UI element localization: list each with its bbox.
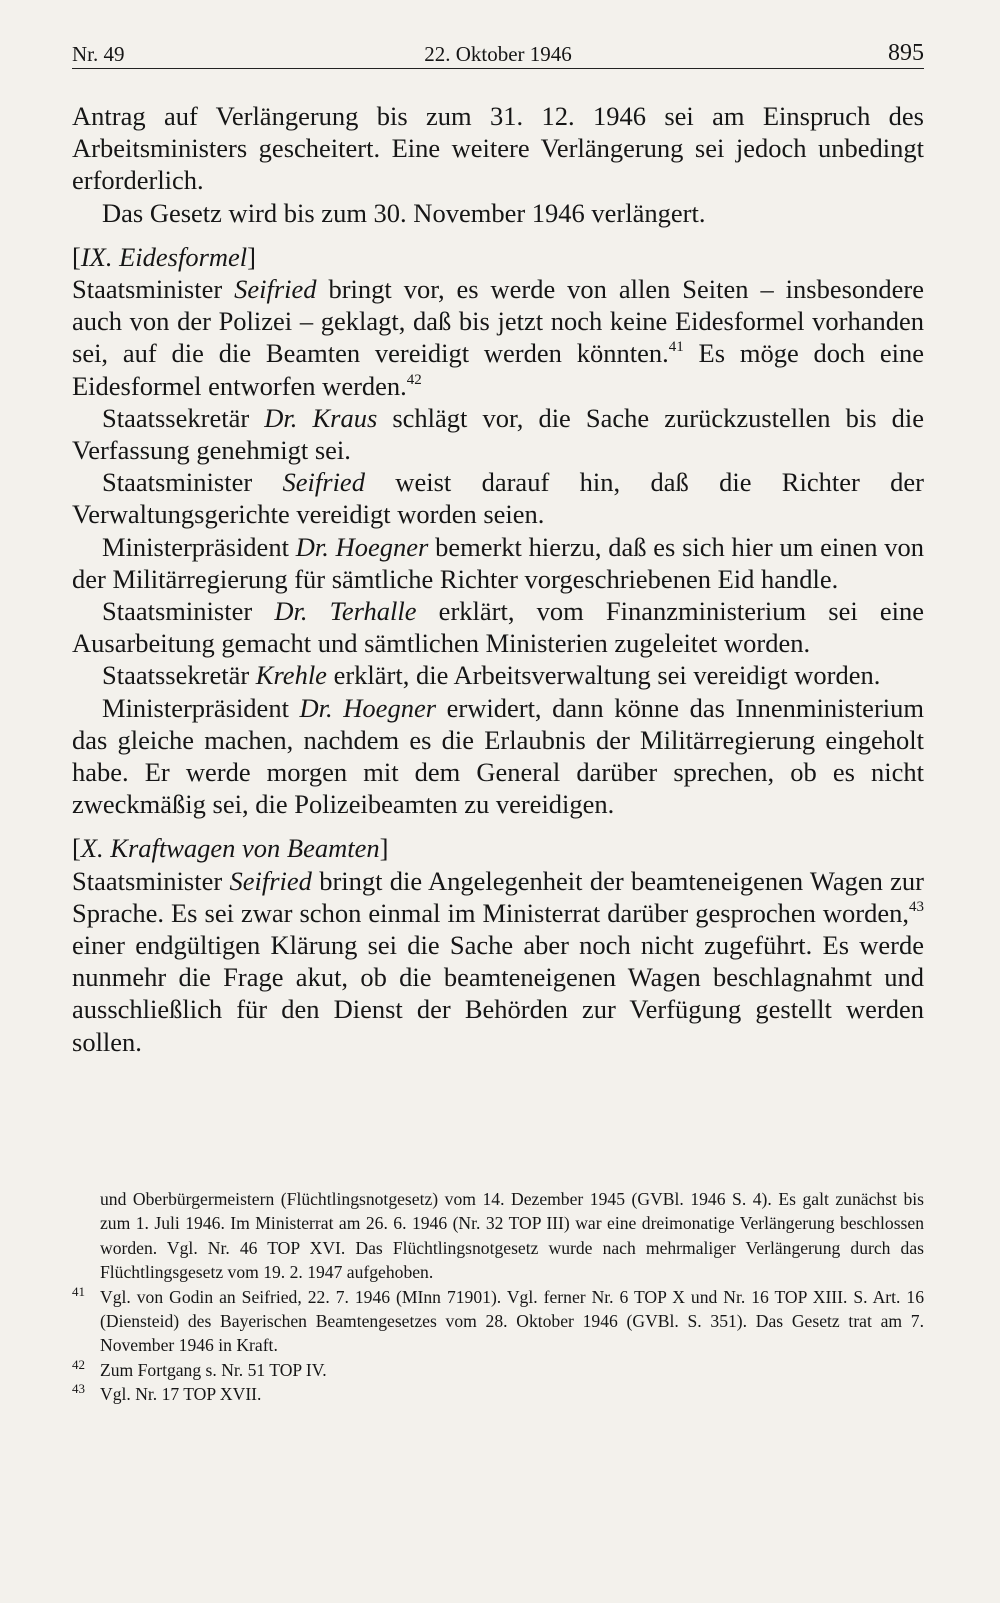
footnote-text: Zum Fortgang s. Nr. 51 TOP IV.: [100, 1359, 327, 1380]
speaker-title: Ministerpräsident: [102, 692, 300, 723]
speaker-title: Staatssekretär: [102, 402, 265, 433]
body-text: [72, 100, 924, 1058]
speaker-name: Krehle: [255, 660, 327, 691]
footnote-number: 42: [72, 1356, 85, 1372]
speaker-title: Ministerpräsident: [102, 531, 296, 562]
bracket: ]: [379, 833, 389, 864]
footnote-number: 43: [72, 1381, 85, 1397]
paragraph: [72, 659, 924, 691]
paragraph: [72, 466, 924, 530]
footnotes: [72, 1187, 924, 1407]
footnote: [72, 1358, 924, 1382]
document-number: Nr. 49: [72, 42, 125, 66]
section-heading-text: X. Kraftwagen von Beamten: [80, 833, 380, 864]
bracket: [: [72, 833, 81, 864]
footnote-ref: 41: [668, 339, 684, 356]
speaker-title: Staatsminister: [72, 274, 235, 305]
paragraph: [72, 865, 924, 1058]
paragraph-text: bringt die Angelegenheit der beamteneigenen Wagen zur Sprache. Es sei zwar schon einmal im Ministerrat darüber gesprochen worden,: [72, 865, 924, 928]
footnote-ref: 43: [909, 898, 924, 915]
paragraph-text: weist darauf hin, daß die Richter der Verwaltungsgerichte vereidigt worden seien.: [72, 467, 924, 530]
speaker-name: Dr. Kraus: [264, 402, 378, 433]
bracket: [: [72, 241, 81, 272]
speaker-title: Staatsminister: [102, 467, 283, 498]
speaker-name: Seifried: [282, 467, 365, 498]
footnote-continuation: und Oberbürgermeistern (Flüchtlingsnotgesetz) vom 14. Dezember 1945 (GVBl. 1946 S. 4). Es galt zunächst bis zum 1. Juli 1946. Im Ministerrat am 26. 6. 1946 (Nr. 32 TOP III) war eine dreimonatige Verlängerung beschlossen worden. Vgl. Nr. 46 TOP XVI. Das Flüchtlingsnotgesetz wurde nach mehrmaliger Verlängerung durch das Flüchtlingsgesetz vom 19. 2. 1947 aufgehoben.: [100, 1189, 924, 1283]
header-date: 22. Oktober 1946: [424, 42, 572, 66]
speaker-title: Staatsminister: [72, 865, 230, 896]
speaker-name: Dr. Hoegner: [299, 692, 437, 723]
section-heading: [72, 832, 924, 864]
footnote: [72, 1382, 924, 1406]
paragraph-text: bringt vor, es werde von allen Seiten – insbesondere auch von der Polizei – geklagt, daß bis jetzt noch keine Eidesformel vorhanden sei, auf die die Beamten vereidigt werden könnten.: [72, 274, 924, 369]
paragraph: [72, 692, 924, 821]
paragraph: [72, 273, 924, 402]
paragraph-text: erwidert, dann könne das Innenministerium das gleiche machen, nachdem es die Erlaubnis der Militärregierung eingeholt habe. Er werde morgen mit dem General darüber sprechen, ob es nicht zweckmäßig sei, die Polizeibeamten zu vereidigen.: [72, 692, 924, 820]
speaker-name: Seifried: [234, 274, 317, 305]
footnote-text: Vgl. Nr. 17 TOP XVII.: [100, 1384, 262, 1405]
paragraph: [72, 531, 924, 595]
footnote: [72, 1285, 924, 1358]
paragraph-text: erklärt, vom Finanzministerium sei eine Ausarbeitung gemacht und sämtlichen Ministerien zugeleitet worden.: [72, 596, 924, 659]
speaker-title: Staatsminister: [102, 596, 275, 627]
paragraph-text: Es möge doch eine Eidesformel entworfen werden.: [72, 338, 924, 401]
paragraph: Das Gesetz wird bis zum 30. November 1946 verlängert.: [102, 197, 706, 228]
section-heading-text: IX. Eidesformel: [80, 241, 248, 272]
speaker-name: Dr. Terhalle: [274, 596, 417, 627]
paragraph: [72, 595, 924, 659]
paragraph-text: schlägt vor, die Sache zurückzustellen bis die Verfassung genehmigt sei.: [72, 402, 924, 466]
paragraph-text: bemerkt hierzu, daß es sich hier um einen von der Militärregierung für sämtliche Richter vorgeschriebenen Eid handle.: [72, 531, 924, 594]
page-number: 895: [888, 40, 924, 66]
footnote-text: Vgl. von Godin an Seifried, 22. 7. 1946 (MInn 71901). Vgl. ferner Nr. 6 TOP X und Nr. 16 TOP XIII. S. Art. 16 (Diensteid) des Bayerischen Beamtengesetzes vom 28. Oktober 1946 (GVBl. S. 351). Das Gesetz trat am 7. November 1946 in Kraft.: [100, 1286, 924, 1356]
paragraph-text: einer endgültigen Klärung sei die Sache aber noch nicht zugeführt. Es werde nunmehr die Frage akut, ob die beamteneigenen Wagen beschlagnahmt und ausschließlich für den Dienst der Behörden zur Verfügung gestellt werden sollen.: [72, 930, 924, 1057]
running-header: [72, 38, 924, 69]
footnote-number: 41: [72, 1283, 85, 1299]
paragraph-text: erklärt, die Arbeitsverwaltung sei vereidigt worden.: [326, 660, 881, 691]
section-heading: [72, 241, 924, 273]
speaker-title: Staatssekretär: [102, 660, 256, 691]
bracket: ]: [247, 241, 256, 272]
speaker-name: Dr. Hoegner: [295, 531, 429, 562]
footnote-ref: 42: [406, 371, 422, 388]
paragraph: [72, 402, 924, 466]
paragraph: Antrag auf Verlängerung bis zum 31. 12. 1946 sei am Einspruch des Arbeitsministers gescheitert. Eine weitere Verlängerung sei jedoch unbedingt erforderlich.: [72, 101, 924, 196]
speaker-name: Seifried: [229, 865, 312, 896]
